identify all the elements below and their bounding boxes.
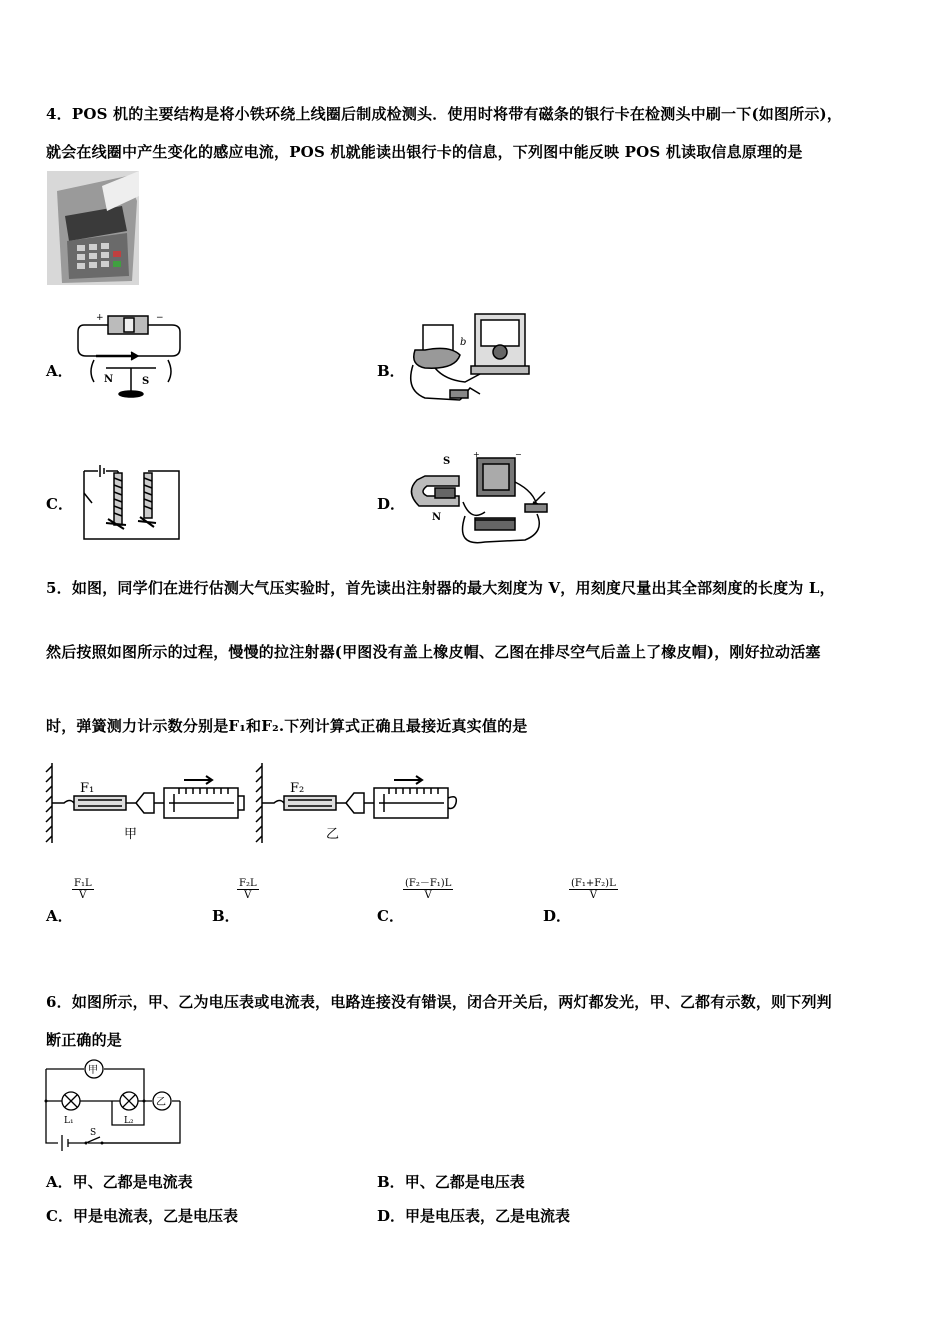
q6-text-line1: 6．如图所示，甲、乙为电压表或电流表，电路连接没有错误，闭合开关后，两灯都发光，甲、乙都有示数，则下列判 (46, 993, 832, 1011)
q5-syringe-diagram (44, 758, 464, 848)
q6-option-a (46, 1171, 193, 1192)
pos-machine-photo (47, 171, 139, 285)
q6-l2-label: L₂ (124, 1116, 134, 1126)
q5-d-numerator: (F₁+F₂)L (571, 878, 616, 889)
q6-circuit-diagram (42, 1057, 188, 1151)
svg-text:+: + (96, 313, 104, 323)
q6-option-a-label: A． (46, 1173, 73, 1191)
q4-a-s-label: S (142, 376, 150, 387)
q5-b-numerator: F₂L (239, 878, 257, 889)
q6-option-c-text: 甲是电流表，乙是电压表 (72, 1207, 238, 1225)
q5-c-denominator: V (424, 890, 432, 901)
q5-yi-label: 乙 (326, 827, 340, 842)
q5-c-numerator: (F₂－F₁)L (405, 878, 452, 889)
q6-option-b-label: B． (377, 1173, 405, 1191)
q5-d-denominator: V (589, 890, 597, 901)
q4-option-a-diagram (76, 312, 186, 402)
q5-option-d-formula (569, 878, 618, 901)
q5-option-a-label: A． (46, 907, 73, 925)
q5-b-denominator: V (244, 890, 252, 901)
q6-option-a-text: 甲、乙都是电流表 (72, 1173, 193, 1191)
q6-option-c-label: C． (46, 1207, 73, 1225)
q5-option-d-label: D． (543, 907, 572, 925)
svg-text:+: + (473, 452, 480, 459)
q4-option-b-diagram (405, 310, 530, 406)
q4-a-n-label: N (104, 374, 114, 385)
q6-option-c (46, 1205, 238, 1226)
q5-option-c-label: C． (377, 907, 404, 925)
q5-option-c-formula (403, 878, 453, 901)
q6-option-d-label: D． (377, 1207, 406, 1225)
q5-option-a-formula (72, 878, 94, 901)
q4-d-n-label: N (432, 512, 442, 523)
q5-a-denominator: V (79, 890, 87, 901)
q6-l1-label: L₁ (64, 1116, 74, 1126)
q6-option-b-text: 甲、乙都是电压表 (404, 1173, 525, 1191)
q5-option-b-formula (237, 878, 259, 901)
q6-text-line2: 断正确的是 (46, 1031, 123, 1049)
q6-meter-yi-label: 乙 (156, 1097, 166, 1108)
q5-text-line1: 5．如图，同学们在进行估测大气压实验时，首先读出注射器的最大刻度为 V，用刻度尺量出其全部刻度的长度为 L， (46, 579, 835, 597)
q5-jia-label: 甲 (124, 827, 138, 842)
q5-f1-label: F₁ (80, 781, 95, 796)
svg-text:−: − (515, 452, 522, 459)
q4-option-d-label: D． (377, 495, 406, 513)
q4-option-a-label: A． (46, 362, 73, 380)
q4-text-line1: 4．POS 机的主要结构是将小铁环绕上线圈后制成检测头．使用时将带有磁条的银行卡在检测头中刷一下(如图所示)， (46, 105, 843, 123)
q5-text-line3: 时，弹簧测力计示数分别是F₁和F₂.下列计算式正确且最接近真实值的是 (46, 717, 528, 735)
q4-text-line2: 就会在线圈中产生变化的感应电流，POS 机就能读出银行卡的信息，下列图中能反映 POS 机读取信息原理的是 (46, 143, 803, 161)
q4-option-c-label: C． (46, 495, 73, 513)
q5-option-b-label: B． (212, 907, 240, 925)
q5-f2-label: F₂ (290, 781, 305, 796)
q4-option-b-label: B． (377, 362, 405, 380)
q6-meter-jia-label: 甲 (88, 1065, 98, 1076)
q4-option-c-diagram (78, 463, 183, 543)
q4-b-label-b: b (460, 337, 467, 348)
q4-option-d-diagram (405, 452, 555, 548)
svg-text:−: − (156, 313, 164, 323)
q6-option-d-text: 甲是电压表，乙是电流表 (405, 1207, 571, 1225)
q5-text-line2: 然后按照如图所示的过程，慢慢的拉注射器(甲图没有盖上橡皮帽、乙图在排尽空气后盖上了橡皮帽)，刚好拉动活塞 (46, 643, 821, 661)
q6-option-b (377, 1171, 525, 1192)
q5-a-numerator: F₁L (74, 878, 92, 889)
q6-option-d (377, 1205, 570, 1226)
q6-switch-label: S (90, 1128, 97, 1138)
q4-d-s-label: S (443, 456, 451, 467)
